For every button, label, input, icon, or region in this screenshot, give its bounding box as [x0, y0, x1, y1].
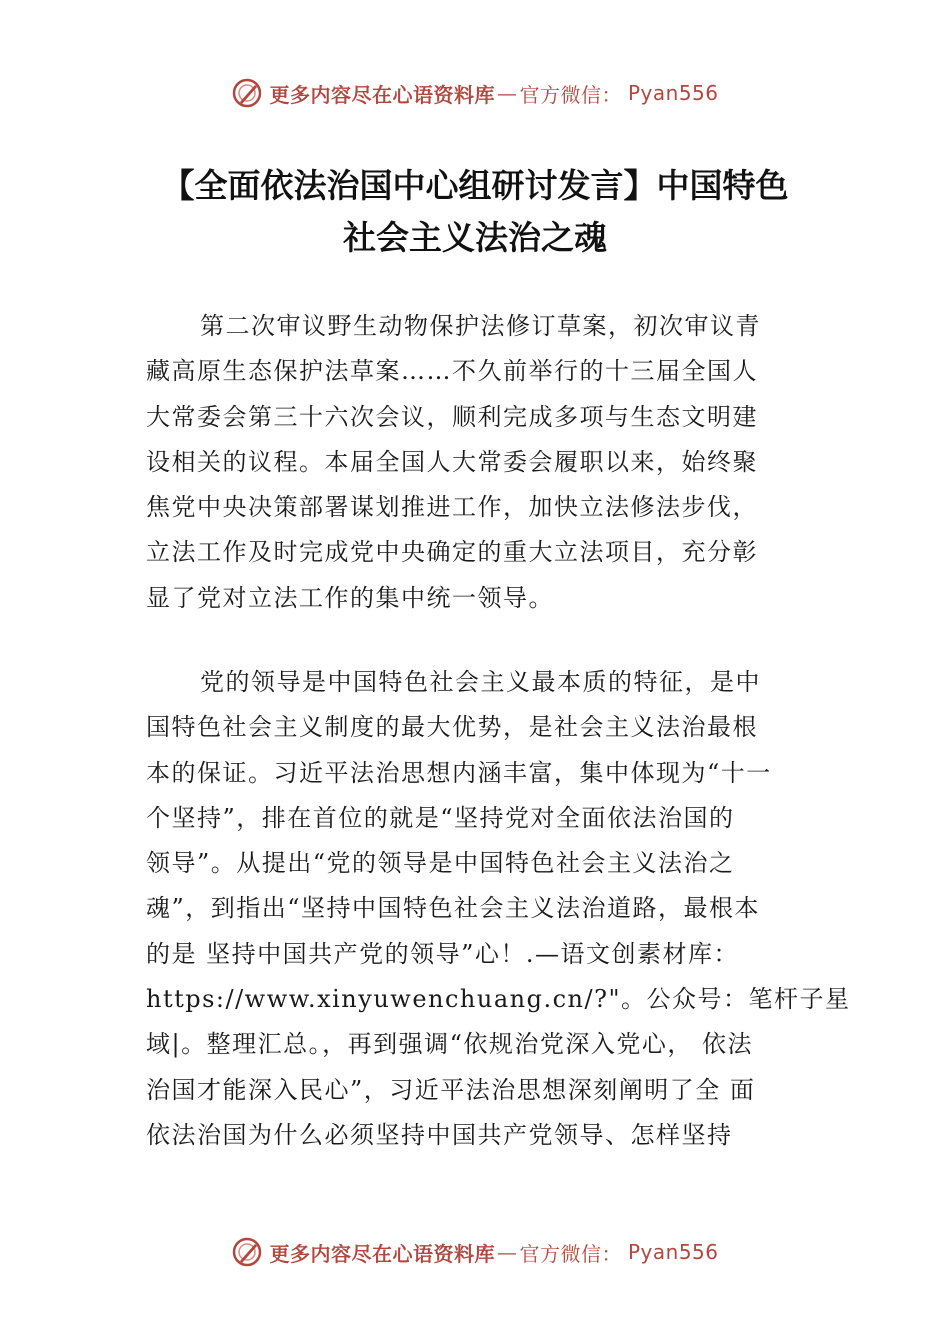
paragraph-line: 藏高原生态保护法草案……不久前举行的十三届全国人	[146, 357, 758, 386]
paragraph-line: 域|。整理汇总。，再到强调“依规治党深入党心， 依法	[146, 1030, 753, 1059]
banner-wechat-id: Pyan556	[627, 1240, 719, 1264]
banner-main-text: 更多内容尽在心语资料库	[269, 82, 495, 107]
document-title	[100, 160, 850, 264]
paragraph-line: 大常委会第三十六次会议，顺利完成多项与生态文明建	[146, 402, 758, 431]
header-banner	[0, 73, 950, 113]
banner-sub-text: 官方微信：	[519, 1241, 622, 1266]
banner-separator: —	[496, 81, 518, 105]
paragraph-line: 领导”。从提出“党的领导是中国特色社会主义法治之	[146, 849, 735, 878]
paragraph-line: 本的保证。习近平法治思想内涵丰富，集中体现为“十一	[146, 758, 772, 787]
paragraph-line: 显了党对立法工作的集中统一领导。	[146, 583, 554, 612]
paragraph-line: 个坚持”，排在首位的就是“坚持党对全面依法治国的	[146, 803, 735, 832]
paragraph-line: 国特色社会主义制度的最大优势，是社会主义法治最根	[146, 713, 758, 742]
paragraph-line: https://www.xinyuwenchuang.cn/?"。公众号：笔杆子星	[146, 985, 851, 1014]
paragraph-line: 魂”，到指出“坚持中国特色社会主义法治道路，最根本	[146, 894, 761, 923]
banner-sub-text: 官方微信：	[519, 82, 622, 107]
paragraph-line: 的是 坚持中国共产党的领导”心！.—语文创素材库：	[146, 939, 740, 968]
paragraph-line: 立法工作及时完成党中央确定的重大立法项目，充分彰	[146, 538, 758, 567]
paragraph-line: 焦党中央决策部署谋划推进工作，加快立法修法步伐，	[146, 493, 758, 522]
paragraph-line: 第二次审议野生动物保护法修订草案，初次审议青	[200, 312, 761, 340]
paragraph-line: 治国才能深入民心”，习近平法治思想深刻阐明了全 面	[146, 1075, 756, 1104]
paragraph-line: 党的领导是中国特色社会主义最本质的特征，是中	[200, 668, 761, 696]
pen-logo-icon	[231, 77, 263, 109]
footer-banner	[0, 1232, 950, 1272]
paragraph-2	[146, 660, 851, 1158]
paragraph-line: 设相关的议程。本届全国人大常委会履职以来，始终聚	[146, 447, 758, 476]
banner-main-text: 更多内容尽在心语资料库	[269, 1241, 495, 1266]
paragraph-1	[146, 304, 826, 621]
paragraph-line: 依法治国为什么必须坚持中国共产党领导、怎样坚持	[146, 1120, 733, 1149]
banner-separator: —	[496, 1240, 518, 1264]
pen-logo-icon	[231, 1236, 263, 1268]
title-line: 社会主义法治之魂	[343, 218, 607, 257]
banner-wechat-id: Pyan556	[627, 81, 719, 105]
title-line: 【全面依法治国中心组研讨发言】中国特色	[161, 166, 789, 205]
